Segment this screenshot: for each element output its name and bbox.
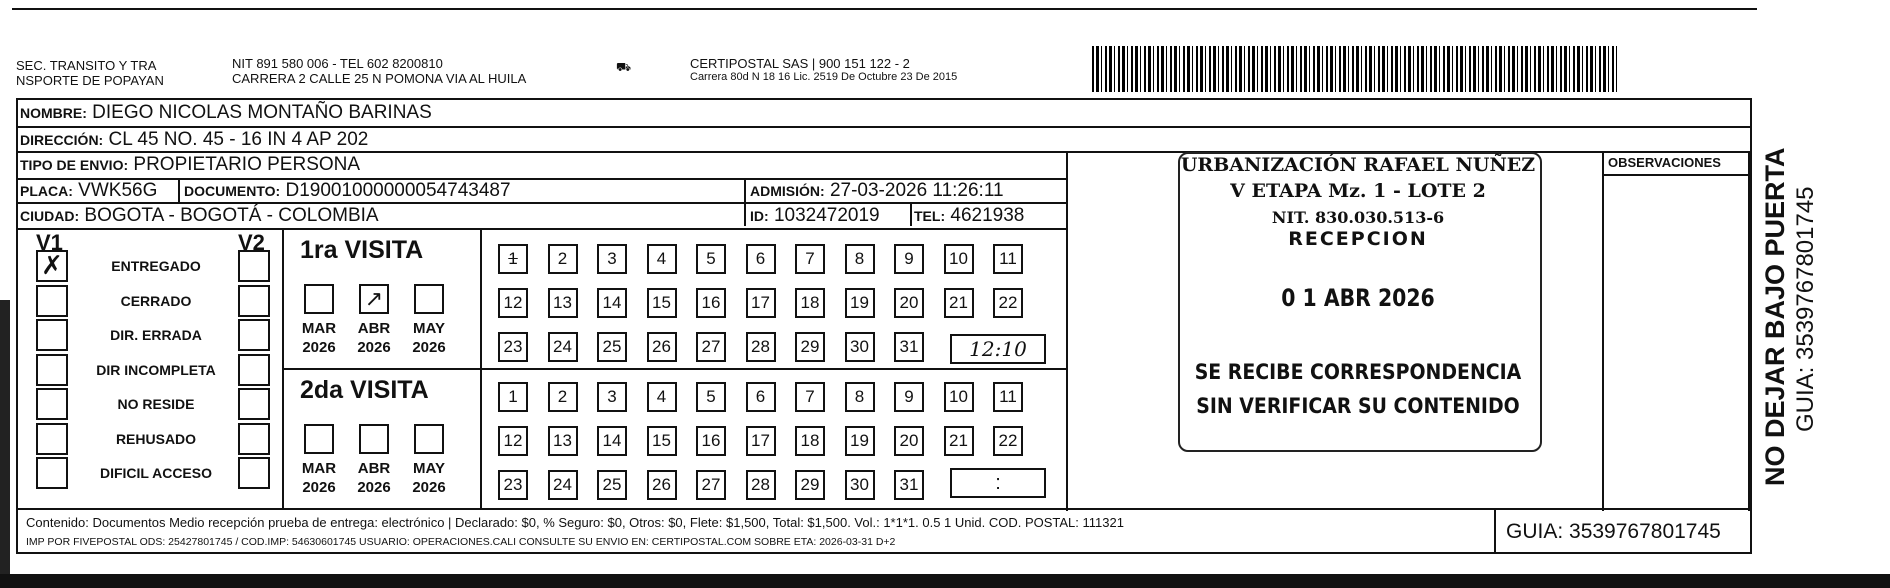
day-box[interactable]: 11 — [993, 382, 1023, 412]
day-box[interactable]: 1 — [498, 244, 528, 274]
stamp-line-2: V ETAPA Mz. 1 - LOTE 2 — [1230, 180, 1486, 202]
day-box[interactable]: 16 — [696, 288, 726, 318]
status-label: CERRADO — [120, 292, 192, 309]
day-box[interactable]: 19 — [845, 288, 875, 318]
day-box[interactable]: 6 — [746, 382, 776, 412]
day-box[interactable]: 30 — [845, 470, 875, 500]
day-box[interactable]: 17 — [746, 288, 776, 318]
day-box[interactable]: 7 — [795, 244, 825, 274]
day-box[interactable]: 14 — [597, 426, 627, 456]
day-box[interactable]: 13 — [548, 288, 578, 318]
v2-checkbox[interactable] — [238, 457, 270, 489]
company-line: CERTIPOSTAL SAS | 900 151 122 - 2 — [690, 56, 910, 71]
day-box[interactable]: 15 — [647, 426, 677, 456]
day-box[interactable]: 4 — [647, 382, 677, 412]
day-box[interactable]: 2 — [548, 382, 578, 412]
v2-label: V2 — [238, 230, 265, 255]
month-checkbox[interactable] — [414, 284, 444, 314]
year-label: 2026 — [302, 339, 336, 356]
day-box[interactable]: 26 — [647, 470, 677, 500]
direccion-value: CL 45 NO. 45 - 16 IN 4 AP 202 — [108, 129, 369, 150]
day-box[interactable]: 28 — [746, 332, 776, 362]
day-box[interactable]: 5 — [696, 244, 726, 274]
day-box[interactable]: 19 — [845, 426, 875, 456]
day-box[interactable]: 24 — [548, 332, 578, 362]
day-box[interactable]: 10 — [944, 244, 974, 274]
day-box[interactable]: 29 — [795, 470, 825, 500]
day-box[interactable]: 23 — [498, 470, 528, 500]
month-label: ABR — [357, 460, 391, 477]
day-box[interactable]: 21 — [944, 288, 974, 318]
day-box[interactable]: 21 — [944, 426, 974, 456]
stamp-line-5: SE RECIBE CORRESPONDENCIA — [1194, 360, 1522, 384]
day-box[interactable]: 1 — [498, 382, 528, 412]
day-box[interactable]: 9 — [894, 382, 924, 412]
month-checkbox[interactable] — [304, 284, 334, 314]
day-box[interactable]: 12 — [498, 288, 528, 318]
v2-checkbox[interactable] — [238, 354, 270, 386]
stamp-date: 0 1 ABR 2026 — [1281, 284, 1435, 312]
day-box[interactable]: 8 — [845, 382, 875, 412]
sender-line-1: SEC. TRANSITO Y TRA — [16, 58, 157, 73]
day-box[interactable]: 9 — [894, 244, 924, 274]
day-box[interactable]: 28 — [746, 470, 776, 500]
day-box[interactable]: 3 — [597, 244, 627, 274]
day-box[interactable]: 27 — [696, 332, 726, 362]
day-box[interactable]: 4 — [647, 244, 677, 274]
barcode — [1092, 46, 1617, 92]
day-box[interactable]: 8 — [845, 244, 875, 274]
license-line: Carrera 80d N 18 16 Lic. 2519 De Octubre 23 De 2015 — [690, 71, 958, 83]
day-box[interactable]: 31 — [894, 470, 924, 500]
placa-label: PLACA: — [20, 183, 73, 199]
month-label: MAY — [413, 460, 445, 477]
status-label: NO RESIDE — [117, 396, 195, 412]
day-box[interactable]: 25 — [597, 470, 627, 500]
status-label: DIR INCOMPLETA — [96, 361, 216, 378]
visit2-title: 2da VISITA — [300, 376, 429, 404]
id-label: ID: — [750, 208, 769, 224]
visit1-time-box[interactable]: 12:10 — [950, 334, 1046, 364]
day-box[interactable]: 23 — [498, 332, 528, 362]
day-box[interactable]: 14 — [597, 288, 627, 318]
stamp-line-3: NIT. 830.030.513-6 — [1271, 208, 1445, 227]
day-box[interactable]: 10 — [944, 382, 974, 412]
day-box[interactable]: 2 — [548, 244, 578, 274]
small-logo-icon: ⛟ — [616, 60, 632, 74]
sender-line-2: NSPORTE DE POPAYAN — [16, 73, 164, 88]
visit1-title: 1ra VISITA — [300, 236, 424, 264]
month-checkbox[interactable] — [414, 424, 444, 454]
day-box[interactable]: 20 — [894, 426, 924, 456]
footer-contenido: Contenido: Documentos Medio recepción prueba de entrega: electrónico | Declarado: $0, % Seguro: $0, Otros: $0, Flete: $1,500, Total: $1,500. Vol.: 1*1*1. 0.5 1 Unid. COD. POSTAL: 111321 — [26, 515, 1124, 530]
day-box[interactable]: 6 — [746, 244, 776, 274]
day-box[interactable]: 3 — [597, 382, 627, 412]
admision-label: ADMISIÓN: — [750, 183, 825, 199]
month-checkbox[interactable] — [359, 284, 389, 314]
v2-checkbox[interactable] — [238, 319, 270, 351]
tipo-value: PROPIETARIO PERSONA — [133, 154, 361, 175]
month-label: MAR — [301, 320, 337, 337]
documento-value: D19001000000054743487 — [285, 180, 511, 201]
day-box[interactable]: 15 — [647, 288, 677, 318]
documento-label: DOCUMENTO: — [184, 183, 281, 199]
v2-checkbox[interactable] — [238, 388, 270, 420]
year-label: 2026 — [357, 339, 391, 356]
nit-line: NIT 891 580 006 - TEL 602 8200810 — [232, 56, 443, 71]
nombre-label: NOMBRE: — [20, 105, 87, 121]
year-label: 2026 — [412, 339, 446, 356]
status-label: DIR. ERRADA — [110, 327, 202, 343]
day-box[interactable]: 7 — [795, 382, 825, 412]
day-box[interactable]: 22 — [993, 426, 1023, 456]
stamp-line-1: URBANIZACIÓN RAFAEL NUÑEZ — [1180, 154, 1536, 176]
tipo-label: TIPO DE ENVIO: — [20, 157, 129, 173]
month-checkbox[interactable] — [359, 424, 389, 454]
placa-value: VWK56G — [78, 180, 158, 201]
month-label: MAY — [413, 320, 445, 337]
nombre-value: DIEGO NICOLAS MONTAÑO BARINAS — [92, 102, 432, 123]
v2-checkbox[interactable] — [238, 423, 270, 455]
ciudad-value: BOGOTA - BOGOTÁ - COLOMBIA — [84, 205, 379, 226]
day-box[interactable]: 29 — [795, 332, 825, 362]
day-box[interactable]: 17 — [746, 426, 776, 456]
day-box[interactable]: 30 — [845, 332, 875, 362]
observaciones-label: OBSERVACIONES — [1608, 155, 1721, 170]
day-box[interactable]: 11 — [993, 244, 1023, 274]
tel-label: TEL: — [914, 208, 946, 224]
v2-checkbox[interactable] — [238, 285, 270, 317]
visit2-time-box[interactable]: : — [950, 468, 1046, 498]
day-box[interactable]: 20 — [894, 288, 924, 318]
month-checkbox[interactable] — [304, 424, 334, 454]
day-box[interactable]: 22 — [993, 288, 1023, 318]
id-value: 1032472019 — [773, 205, 880, 226]
check-mark-icon: ↗ — [364, 286, 384, 311]
address-line: CARRERA 2 CALLE 25 N POMONA VIA AL HUILA — [232, 71, 527, 86]
status-label: DIFICIL ACCESO — [99, 465, 212, 481]
day-box[interactable]: 26 — [647, 332, 677, 362]
ciudad-label: CIUDAD: — [20, 208, 80, 224]
day-box[interactable]: 12 — [498, 426, 528, 456]
check-mark-icon: ✗ — [41, 250, 63, 280]
no-dejar-bajo-puerta: NO DEJAR BAJO PUERTA — [1760, 147, 1790, 486]
footer-imp: IMP POR FIVEPOSTAL ODS: 25427801745 / COD.IMP: 54630601745 USUARIO: OPERACIONES.CALI CONSULTE SU ENVIO EN: CERTIPOSTAL.COM SOBRE ETA: 2026-03-31 D+2 — [26, 536, 896, 548]
day-box[interactable]: 31 — [894, 332, 924, 362]
status-label: REHUSADO — [115, 430, 197, 447]
admision-value: 27-03-2026 11:26:11 — [829, 180, 1004, 201]
status-label: ENTREGADO — [111, 258, 201, 274]
direccion-label: DIRECCIÓN: — [20, 132, 104, 148]
year-label: 2026 — [412, 479, 446, 496]
v1-label: V1 — [36, 230, 63, 255]
day-box[interactable]: 18 — [795, 426, 825, 456]
day-box[interactable]: 13 — [548, 426, 578, 456]
day-box[interactable]: 16 — [696, 426, 726, 456]
side-guia: GUIA: 3539767801745 — [1792, 186, 1819, 432]
day-box[interactable]: 5 — [696, 382, 726, 412]
day-box[interactable]: 25 — [597, 332, 627, 362]
stamp-line-6: SIN VERIFICAR SU CONTENIDO — [1196, 394, 1520, 418]
day-box[interactable]: 18 — [795, 288, 825, 318]
tel-value: 4621938 — [950, 205, 1025, 226]
month-label: ABR — [357, 320, 391, 337]
year-label: 2026 — [357, 479, 391, 496]
torn-left-edge — [0, 300, 10, 588]
day-box[interactable]: 27 — [696, 470, 726, 500]
day-box[interactable]: 24 — [548, 470, 578, 500]
month-label: MAR — [301, 460, 337, 477]
bottom-shadow — [0, 574, 1890, 588]
year-label: 2026 — [302, 479, 336, 496]
stamp-line-4: RECEPCION — [1288, 228, 1428, 250]
footer-guia: GUIA: 3539767801745 — [1506, 520, 1721, 543]
v2-checkbox[interactable] — [238, 250, 270, 282]
